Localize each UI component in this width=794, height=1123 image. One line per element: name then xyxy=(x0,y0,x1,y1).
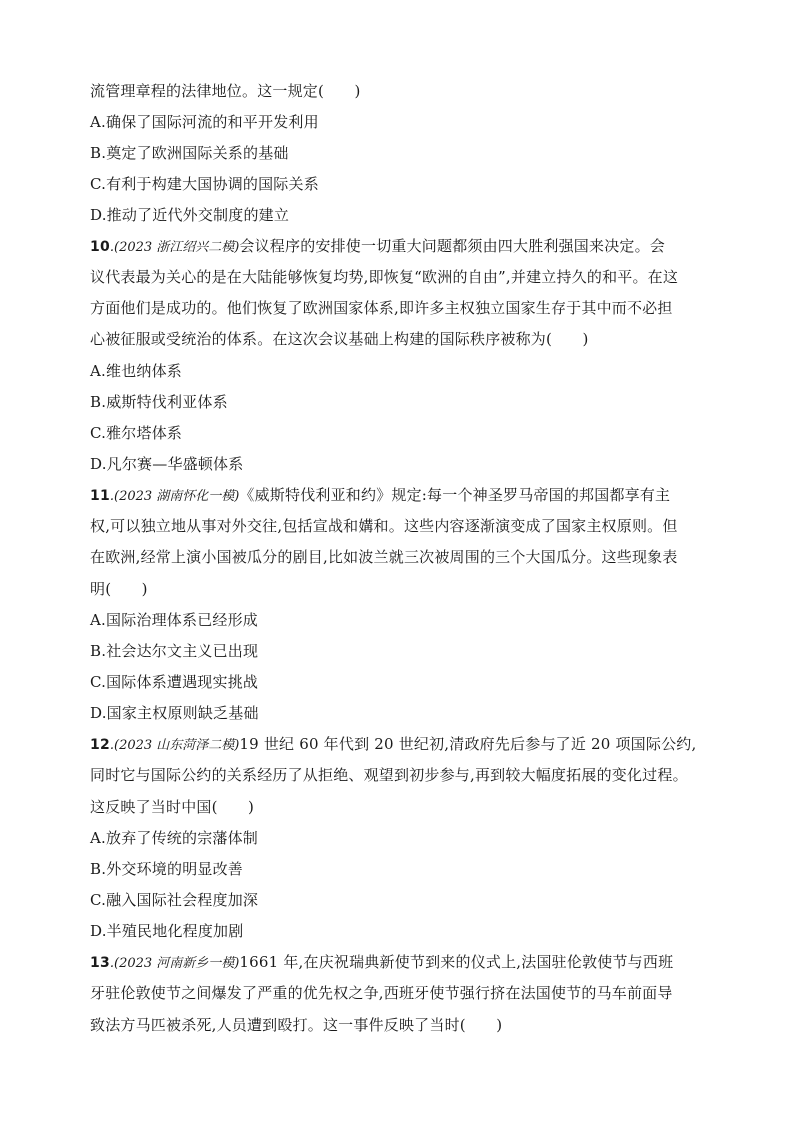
q10-stem-text-1: 会议程序的安排使一切重大问题都须由四大胜利强国来决定。会 xyxy=(239,237,665,255)
q11-stem-text-1: 《威斯特伐利亚和约》规定:每一个神圣罗马帝国的邦国都享有主 xyxy=(239,486,671,504)
q13-source: .(2023 河南新乡一模) xyxy=(109,956,240,971)
q11-option-c: C.国际体系遭遇现实挑战 xyxy=(90,673,259,691)
q9-option-b: B.奠定了欧洲国际关系的基础 xyxy=(90,144,289,162)
q11-stem-line-3: 在欧洲,经常上演小国被瓜分的剧目,比如波兰就三次被周围的三个大国瓜分。这些现象表 xyxy=(90,548,678,566)
q12-stem-text-1: 19 世纪 60 年代到 20 世纪初,清政府先后参与了近 20 项国际公约, xyxy=(239,735,697,753)
q12-stem-line-1 xyxy=(90,734,710,756)
q9-option-a: A.确保了国际河流的和平开发利用 xyxy=(90,113,319,131)
q13-number: 13 xyxy=(90,955,110,971)
q11-stem-line-1 xyxy=(90,485,710,507)
q12-option-a: A.放弃了传统的宗藩体制 xyxy=(90,829,259,847)
q11-option-a: A.国际治理体系已经形成 xyxy=(90,611,259,629)
q12-option-c: C.融入国际社会程度加深 xyxy=(90,891,259,909)
q11-number: 11 xyxy=(90,488,110,504)
q10-option-c: C.雅尔塔体系 xyxy=(90,424,183,442)
q10-stem-line-2: 议代表最为关心的是在大陆能够恢复均势,即恢复“欧洲的自由”,并建立持久的和平。在这 xyxy=(90,268,679,286)
q11-stem-line-4: 明( ) xyxy=(90,580,148,598)
q12-option-d: D.半殖民地化程度加剧 xyxy=(90,922,244,940)
q13-stem-line-1 xyxy=(90,952,710,974)
q10-option-a: A.维也纳体系 xyxy=(90,362,183,380)
q13-stem-line-2: 牙驻伦敦使节之间爆发了严重的优先权之争,西班牙使节强行挤在法国使节的马车前面导 xyxy=(90,984,673,1002)
q10-option-b: B.威斯特伐利亚体系 xyxy=(90,393,228,411)
q11-source: .(2023 湖南怀化一模) xyxy=(109,489,240,504)
q12-stem-line-2: 同时它与国际公约的关系经历了从拒绝、观望到初步参与,再到较大幅度拓展的变化过程。 xyxy=(90,766,688,784)
q10-number: 10 xyxy=(90,239,110,255)
q12-number: 12 xyxy=(90,737,110,753)
q10-stem-line-1 xyxy=(90,236,710,258)
q10-source: .(2023 浙江绍兴二模) xyxy=(109,240,240,255)
q11-option-d: D.国家主权原则缺乏基础 xyxy=(90,704,259,722)
q9-option-d: D.推动了近代外交制度的建立 xyxy=(90,206,290,224)
q9-option-c: C.有利于构建大国协调的国际关系 xyxy=(90,175,319,193)
q13-stem-line-3: 致法方马匹被杀死,人员遭到殴打。这一事件反映了当时( ) xyxy=(90,1016,503,1034)
q10-stem-line-4: 心被征服或受统治的体系。在这次会议基础上构建的国际秩序被称为( ) xyxy=(90,330,589,348)
q10-option-d: D.凡尔赛—华盛顿体系 xyxy=(90,455,244,473)
q10-stem-line-3: 方面他们是成功的。他们恢复了欧洲国家体系,即许多主权独立国家生存于其中而不必担 xyxy=(90,299,673,317)
q11-stem-line-2: 权,可以独立地从事对外交往,包括宣战和媾和。这些内容逐渐演变成了国家主权原则。但 xyxy=(90,517,678,535)
q12-option-b: B.外交环境的明显改善 xyxy=(90,860,243,878)
q11-option-b: B.社会达尔文主义已出现 xyxy=(90,642,259,660)
q13-stem-text-1: 1661 年,在庆祝瑞典新使节到来的仪式上,法国驻伦敦使节与西班 xyxy=(239,953,674,971)
q12-stem-line-3: 这反映了当时中国( ) xyxy=(90,798,255,816)
q9-stem-end: 流管理章程的法律地位。这一规定( ) xyxy=(90,82,361,100)
q12-source: .(2023 山东菏泽二模) xyxy=(109,738,240,753)
